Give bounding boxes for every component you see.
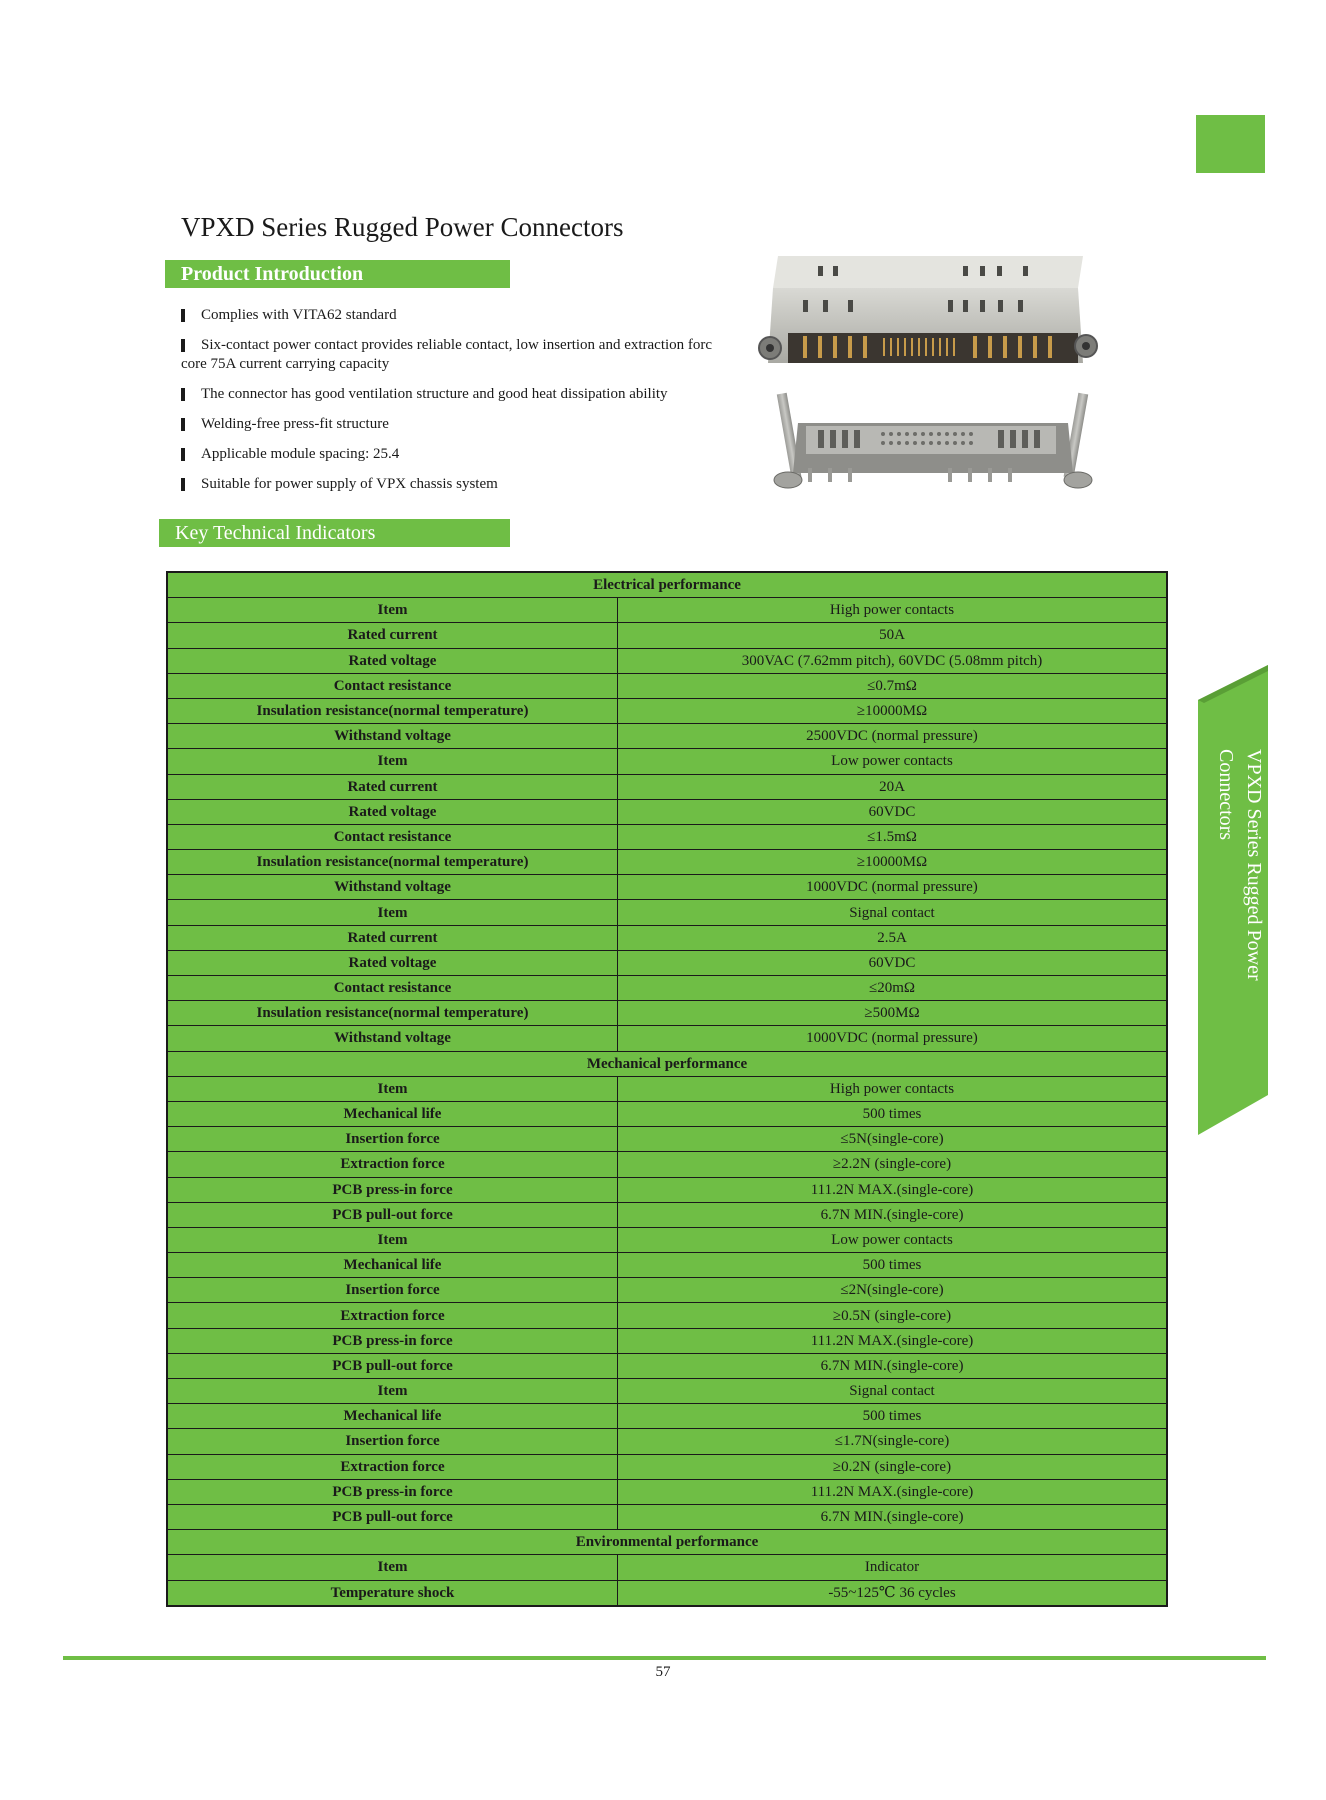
footer-divider <box>63 1656 1266 1660</box>
side-tab-label: VPXD Series Rugged Power Connectors <box>1215 749 1265 981</box>
table-row <box>167 1353 1167 1378</box>
table-row <box>167 698 1167 723</box>
bullet-marker-icon <box>181 418 185 431</box>
table-cell-value: 500 times <box>618 1253 1168 1278</box>
table-cell-parameter: Mechanical life <box>167 1101 618 1126</box>
table-row <box>167 724 1167 749</box>
table-cell-value: ≤5N(single-core) <box>618 1127 1168 1152</box>
table-cell-value: -55~125℃ 36 cycles <box>618 1580 1168 1606</box>
table-row <box>167 824 1167 849</box>
table-cell-value: Indicator <box>618 1555 1168 1580</box>
table-cell-parameter: PCB press-in force <box>167 1177 618 1202</box>
feature-item: Welding-free press-fit structure <box>181 415 753 434</box>
table-cell-parameter: Rated voltage <box>167 950 618 975</box>
table-cell-value: 2.5A <box>618 925 1168 950</box>
table-cell-value: High power contacts <box>618 1076 1168 1101</box>
table-row <box>167 1580 1167 1606</box>
table-cell-value: ≤2N(single-core) <box>618 1278 1168 1303</box>
table-row <box>167 1076 1167 1101</box>
table-row <box>167 850 1167 875</box>
table-cell-parameter: Rated current <box>167 623 618 648</box>
table-cell-parameter: PCB pull-out force <box>167 1504 618 1529</box>
table-row <box>167 900 1167 925</box>
table-cell-parameter: Item <box>167 900 618 925</box>
table-cell-parameter: Extraction force <box>167 1303 618 1328</box>
table-cell-parameter: Insulation resistance(normal temperature) <box>167 850 618 875</box>
table-row <box>167 950 1167 975</box>
table-row <box>167 925 1167 950</box>
table-cell-value: Low power contacts <box>618 1227 1168 1252</box>
table-cell-value: 6.7N MIN.(single-core) <box>618 1353 1168 1378</box>
table-cell-value: 60VDC <box>618 950 1168 975</box>
table-row <box>167 598 1167 623</box>
table-cell-value: ≥500MΩ <box>618 1001 1168 1026</box>
table-cell-value: ≤1.5mΩ <box>618 824 1168 849</box>
table-cell-value: Signal contact <box>618 1379 1168 1404</box>
table-cell-value: ≥10000MΩ <box>618 850 1168 875</box>
table-cell-parameter: PCB press-in force <box>167 1328 618 1353</box>
table-cell-value: 50A <box>618 623 1168 648</box>
table-cell-parameter: Extraction force <box>167 1454 618 1479</box>
table-cell-value: 300VAC (7.62mm pitch), 60VDC (5.08mm pitch) <box>618 648 1168 673</box>
table-section-header: Mechanical performance <box>167 1051 1167 1076</box>
table-cell-parameter: Withstand voltage <box>167 724 618 749</box>
connector-product-image <box>748 248 1130 508</box>
table-cell-parameter: Mechanical life <box>167 1253 618 1278</box>
table-cell-parameter: Item <box>167 1227 618 1252</box>
table-cell-value: ≥0.5N (single-core) <box>618 1303 1168 1328</box>
table-row <box>167 1101 1167 1126</box>
table-row <box>167 1127 1167 1152</box>
table-row <box>167 1001 1167 1026</box>
bullet-marker-icon <box>181 309 185 322</box>
table-cell-value: ≥10000MΩ <box>618 698 1168 723</box>
table-row <box>167 1303 1167 1328</box>
table-cell-parameter: Item <box>167 749 618 774</box>
table-row <box>167 1454 1167 1479</box>
table-row <box>167 1379 1167 1404</box>
table-row <box>167 1227 1167 1252</box>
table-row <box>167 1177 1167 1202</box>
feature-item: Six-contact power contact provides reliable contact, low insertion and extraction forc core 75A current carrying capacity <box>181 337 713 372</box>
table-cell-parameter: Contact resistance <box>167 673 618 698</box>
table-row <box>167 1504 1167 1529</box>
table-cell-parameter: PCB press-in force <box>167 1479 618 1504</box>
table-row <box>167 749 1167 774</box>
table-cell-parameter: Mechanical life <box>167 1404 618 1429</box>
table-cell-parameter: PCB pull-out force <box>167 1202 618 1227</box>
table-cell-value: 1000VDC (normal pressure) <box>618 1026 1168 1051</box>
table-cell-parameter: Rated voltage <box>167 648 618 673</box>
table-cell-value: 111.2N MAX.(single-core) <box>618 1479 1168 1504</box>
corner-accent-block <box>1196 115 1265 173</box>
table-row <box>167 1152 1167 1177</box>
table-row <box>167 1555 1167 1580</box>
product-introduction-heading: Product Introduction <box>165 260 510 288</box>
table-row <box>167 1202 1167 1227</box>
page-title: VPXD Series Rugged Power Connectors <box>181 212 624 242</box>
table-cell-value: ≤1.7N(single-core) <box>618 1429 1168 1454</box>
table-row <box>167 1404 1167 1429</box>
bullet-marker-icon <box>181 478 185 491</box>
bullet-marker-icon <box>181 388 185 401</box>
table-row <box>167 1026 1167 1051</box>
table-cell-parameter: Insertion force <box>167 1278 618 1303</box>
table-cell-value: ≥2.2N (single-core) <box>618 1152 1168 1177</box>
table-section-row <box>167 572 1167 598</box>
table-cell-parameter: Rated current <box>167 925 618 950</box>
table-cell-value: ≤20mΩ <box>618 976 1168 1001</box>
table-cell-value: 60VDC <box>618 799 1168 824</box>
table-cell-value: 20A <box>618 774 1168 799</box>
table-cell-value: High power contacts <box>618 598 1168 623</box>
table-cell-value: 500 times <box>618 1404 1168 1429</box>
feature-list <box>181 306 753 505</box>
table-row <box>167 673 1167 698</box>
table-cell-value: Signal contact <box>618 900 1168 925</box>
feature-item: The connector has good ventilation structure and good heat dissipation ability <box>181 385 753 404</box>
table-cell-value: 500 times <box>618 1101 1168 1126</box>
table-cell-parameter: Item <box>167 1555 618 1580</box>
table-cell-parameter: Item <box>167 1076 618 1101</box>
table-cell-parameter: Rated voltage <box>167 799 618 824</box>
table-cell-parameter: PCB pull-out force <box>167 1353 618 1378</box>
table-row <box>167 1253 1167 1278</box>
feature-item: Applicable module spacing: 25.4 <box>181 445 753 464</box>
table-row <box>167 976 1167 1001</box>
table-cell-value: 6.7N MIN.(single-core) <box>618 1202 1168 1227</box>
table-cell-parameter: Contact resistance <box>167 976 618 1001</box>
table-cell-parameter: Contact resistance <box>167 824 618 849</box>
table-section-row <box>167 1051 1167 1076</box>
table-cell-parameter: Item <box>167 598 618 623</box>
table-cell-parameter: Item <box>167 1379 618 1404</box>
table-cell-value: 6.7N MIN.(single-core) <box>618 1504 1168 1529</box>
table-cell-parameter: Insulation resistance(normal temperature) <box>167 1001 618 1026</box>
table-cell-parameter: Insulation resistance(normal temperature) <box>167 698 618 723</box>
table-row <box>167 1328 1167 1353</box>
table-section-header: Electrical performance <box>167 572 1167 598</box>
table-row <box>167 1429 1167 1454</box>
table-row <box>167 623 1167 648</box>
table-cell-parameter: Temperature shock <box>167 1580 618 1606</box>
table-cell-value: 111.2N MAX.(single-core) <box>618 1177 1168 1202</box>
bullet-marker-icon <box>181 448 185 461</box>
table-cell-parameter: Insertion force <box>167 1127 618 1152</box>
table-row <box>167 774 1167 799</box>
table-cell-parameter: Withstand voltage <box>167 1026 618 1051</box>
table-cell-parameter: Rated current <box>167 774 618 799</box>
key-technical-indicators-heading: Key Technical Indicators <box>159 519 510 547</box>
feature-item: Complies with VITA62 standard <box>181 306 753 325</box>
page-number: 57 <box>655 1664 671 1680</box>
table-row <box>167 1479 1167 1504</box>
table-row <box>167 648 1167 673</box>
table-row <box>167 799 1167 824</box>
table-cell-value: 2500VDC (normal pressure) <box>618 724 1168 749</box>
table-row <box>167 875 1167 900</box>
table-cell-parameter: Extraction force <box>167 1152 618 1177</box>
table-cell-parameter: Withstand voltage <box>167 875 618 900</box>
table-cell-parameter: Insertion force <box>167 1429 618 1454</box>
feature-item: Suitable for power supply of VPX chassis system <box>181 475 753 494</box>
table-cell-value: ≥0.2N (single-core) <box>618 1454 1168 1479</box>
bullet-marker-icon <box>181 339 185 352</box>
table-cell-value: ≤0.7mΩ <box>618 673 1168 698</box>
table-cell-value: 1000VDC (normal pressure) <box>618 875 1168 900</box>
table-cell-value: Low power contacts <box>618 749 1168 774</box>
table-cell-value: 111.2N MAX.(single-core) <box>618 1328 1168 1353</box>
table-section-row <box>167 1530 1167 1555</box>
technical-indicators-table <box>166 571 1168 1607</box>
table-section-header: Environmental performance <box>167 1530 1167 1555</box>
table-row <box>167 1278 1167 1303</box>
